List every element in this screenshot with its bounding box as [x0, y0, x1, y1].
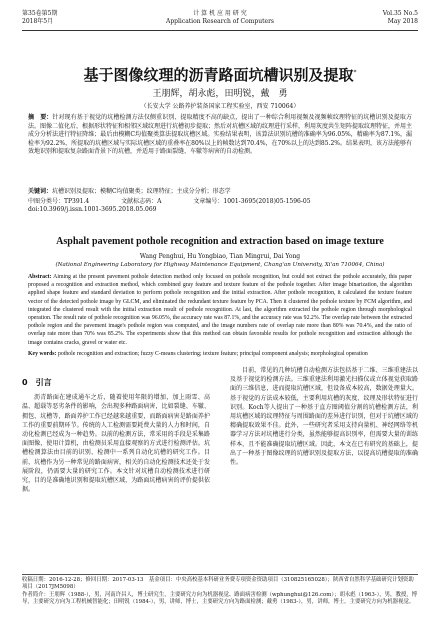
title-footnote-mark: * — [353, 69, 357, 76]
keywords-cn — [28, 186, 412, 195]
body-paragraph: 目前，常见的几种坑槽自动检测方法包括基于二维、三维重建法以及基于视觉的检测方法。三维重建法利用激光扫描仪或立体视觉获取路面的三维信息，进而提取坑槽区域，但设备成本较高，数据处理量大。基于视觉的方法成本较低，主要利用坑槽的灰度、纹理及形状特征进行识别。Koch等人提出了一种基于直方图阈值分割的坑槽检测方法，利用坑槽区域的纹理特征与周围路面的差异进行识别，但对于坑槽区域的精确提取效果不佳。此外，一些研究者采用支持向量机、神经网络等机器学习方法对坑槽进行分类，虽然能够提高识别率，但需要大量的训练样本，且不能准确提取坑槽区域。因此，本文在已有研究的基础上，提出了一种基于图像纹理的坑槽识别及提取方法，以提高坑槽提取的准确性。 — [230, 367, 418, 467]
keywords-cn-text: 坑槽识别及提取；模糊C均值聚类；纹理特征；主成分分析；形态学 — [52, 188, 231, 195]
footnote: 收稿日期：2016-12-28；修回日期：2017-03-13 基金项目：中央高校基本科研业务费专项资金资助项目（310825165028）；陕西省自然科学基础研究计划资助项目（2017JM5098） 作者简介：王朋辉（1988-），男，河南许昌人，博士研究生，主要研究方向为机器视觉、路面病害检测（wphunghui@126.com）；胡永彪（1963-），男，教授，博导，主要研究方向为工程机械智能化；田明锐（1984-），男，讲师，博士，主要研究方向为路面检测；戴勇（1983-），男，讲师，博士，主要研究方向为机器视觉。 — [22, 574, 418, 607]
title-cn-text: 基于图像纹理的沥青路面坑槽识别及提取 — [83, 66, 354, 84]
body-column-left — [22, 372, 210, 494]
body-paragraph: 沥青路面在建成通车之后，随着使用年限的增加，加上雨雪、高温、超载等恶劣条件的影响，会出现多种路面病害，比如裂缝、车辙、拥包、坑槽等，路面养护工作已经越来越重要，而路面病害是路面养护工作的重要前期环节。传统的人工检测需要耗费大量的人力和时间，自动化检测已经成为一种趋势。以前的检测方法，常采用的手段是采集路面图像，使用计算机，由检测员采用直接观察的方式进行检测评估。坑槽检测算法由目前的识别、检测中一系列自动化坑槽的研究工作。目前，坑槽作为另一种常见的路面病害，相关的自动化检测技术还处于发展阶段，仍需要大量的研究工作。本文针对坑槽自动检测技术进行研究，目的是准确地识别和提取坑槽区域，为路面坑槽病害的评价提供依据。 — [22, 394, 210, 494]
abstract-en — [28, 273, 412, 347]
doi: doi:10.3969/j.issn.1001-3695.2018.05.069 — [28, 206, 157, 213]
abstract-cn — [28, 114, 412, 157]
abstract-en-text: Aiming at the present pavement pothole detection method only focused on pothole recognition, but could not extract the pothole accurately, this paper proposed a recognition and extraction method, which combined gray feature and texture feature of the pothole together. After image binarization, the algorithm applied shape feature and standard deviation to perform pothole recognition and the initial extraction. After pothole recognition, it calculated the texture feature vector of the detected pothole image by GLCM, and eliminated the redundant texture feature by PCA. Then it clustered the pothole texture by FCM algorithm, and integrated the clustered result with the initial extraction result of pothole recognition. At last, the algorithm extracted the pothole region through morphological operation. The result rate of pothole recognition was 96.05%, the accuracy rate was 87.1%, and the accuracy rate was 92.2%. The overlap rate between the extracted pothole region and the pavement image's pothole region was computed, and the image numbers rate of overlap rate more than 80% was 70.4%, and the ratio of overlap rate more than 70% was 85.2%. The experiments show that this method can obtain favorable results for pothole recognition and extraction although the image contains cracks, gravel or water etc. — [28, 274, 412, 346]
keywords-en-label: Key words: — [28, 351, 57, 357]
clc-number: 中图分类号：TP391.4 — [28, 198, 90, 205]
document-code: 文献标志码：A — [121, 198, 162, 205]
body-column-right — [230, 366, 418, 467]
running-header — [22, 6, 418, 31]
abstract-cn-text: 针对现有基于视觉的坑槽检测方法仅侧重识别、提取精度不高的缺点，提出了一种综合利用视频及视频帧纹理特征的坑槽识别及提取方法。图像二值化后，根据形状特征和相邻区域纹理进行坑槽初步提取；然后对坑槽区域的纹理进行采样，利用灰度共生矩阵提取纹理特征，并用主成分分析法进行特征降维；最后由模糊C均值聚类算法提取坑槽区域。实验结果表明，该算法识别坑槽的准确率为96.05%，精确率为87.1%，漏检率为92.2%，所提取的坑槽区域与实际坑槽区域的重叠率在80%以上的帧数达到70.4%，在70%以上的达到85.2%。结果表明，该方法能够有效地识别和提取复杂路面背景下的坑槽，并适用于路面裂缝、车辙等病害的自动检测。 — [28, 114, 413, 156]
journal-name: 计 算 机 应 用 研 究 Application Research of Computers — [165, 10, 275, 25]
keywords-en — [28, 350, 412, 358]
section-heading-intro: 0 引言 — [22, 378, 52, 387]
affiliation-cn: （长安大学 公路养护装备国家工程实验室，西安 710064） — [140, 103, 300, 110]
authors-en: Wang Penghui, Hu Yongbiao, Tian Mingrui, Dai Yong — [139, 253, 301, 260]
journal-volume-en: Vol.35 No.5 May 2018 — [382, 10, 418, 25]
abstract-en-label: Abstract: — [28, 274, 52, 280]
affiliation-en: (National Engineering Laboratory for Highway Maintenance Equipment, Chang'an University, Xi'an 710064, China) — [55, 262, 385, 268]
classification-line — [28, 196, 412, 205]
paper-title-cn — [22, 64, 418, 85]
authors-cn: 王朋辉，胡永彪，田明锐，戴 勇 — [152, 89, 288, 99]
keywords-cn-label: 关键词： — [28, 188, 53, 195]
article-number: 文章编号：1001-3695(2018)05-1596-05 — [193, 198, 311, 205]
keywords-en-text: pothole recognition and extraction; fuzzy C-means clustering; texture feature; principal component analysis; morphological operation — [57, 351, 368, 357]
journal-volume: 第35卷第5期 2018年5月 — [22, 10, 58, 25]
paper-title-en: Asphalt pavement pothole recognition and extraction based on image texture — [56, 236, 384, 247]
abstract-cn-label: 摘 要： — [28, 114, 53, 121]
